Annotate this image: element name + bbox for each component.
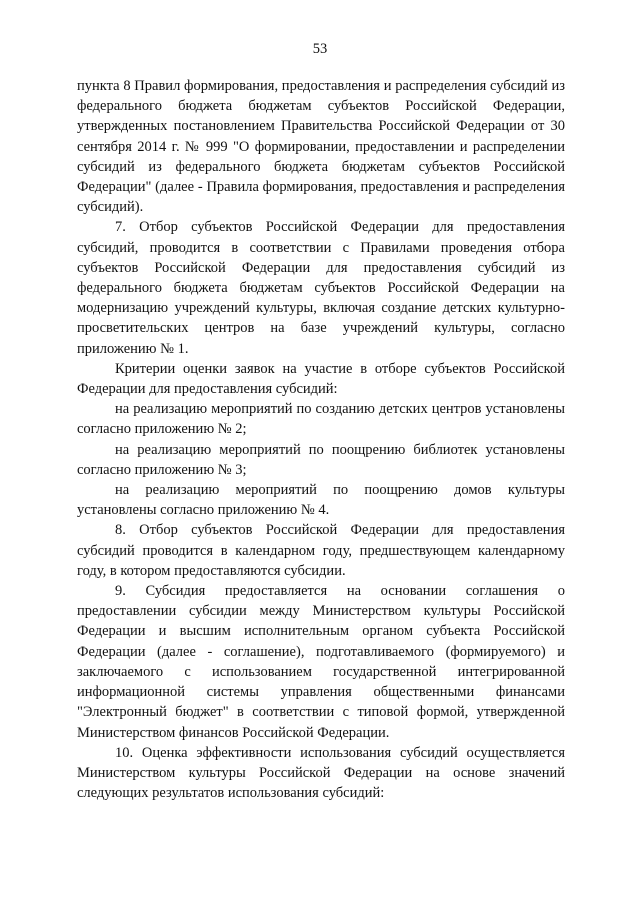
paragraph-item-8: 8. Отбор субъектов Российской Федерации для предоставления субсидий проводится в календарном году, предшествующем календарному году, в котором предоставляются субсидии. xyxy=(77,522,565,579)
paragraph-item-10: 10. Оценка эффективности использования субсидий осуществляется Министерством культуры Российской Федерации на основе значений следующих результатов использования субсидий: xyxy=(77,744,565,802)
paragraph-item-7: 7. Отбор субъектов Российской Федерации для предоставления субсидий, проводится в соответствии с Правилами проведения отбора субъектов Российской Федерации для предоставления субсидий из федерального бюджета бюджетам субъектов Российской Федерации на модернизацию учреждений культуры, включая создание детских культурно-просветительских центров на базе учреждений культуры, согласно приложению № 1. xyxy=(77,219,565,357)
paragraph-item-9: 9. Субсидия предоставляется на основании соглашения о предоставлении субсидии между Министерством культуры Российской Федерации и высшим исполнительным органом субъекта Российской Федерации (далее - соглашение), подготавливаемого (формируемого) и заключаемого с использованием государственной интегрированной информационной системы управления общественными финансами "Электронный бюджет" в соответствии с типовой формой, утвержденной Министерством финансов Российской Федерации. xyxy=(77,583,565,741)
paragraph-criteria-culture-houses: на реализацию мероприятий по поощрению домов культуры установлены согласно приложению № 4. xyxy=(77,482,565,519)
page-number: 53 xyxy=(312,41,328,57)
paragraph-criteria-children-centers: на реализацию мероприятий по созданию детских центров установлены согласно приложению № 2; xyxy=(77,401,565,438)
document-body xyxy=(77,76,565,803)
paragraph-continuation: пункта 8 Правил формирования, предоставления и распределения субсидий из федерального бюджета бюджетам субъектов Российской Федерации, утвержденных постановлением Правительства Российской Федерации от 30 сентября 2014 г. № 999 "О формировании, предоставлении и распределении субсидий из федерального бюджета бюджетам субъектов Российской Федерации" (далее - Правила формирования, предоставления и распределения субсидий). xyxy=(77,78,565,216)
paragraph-criteria-libraries: на реализацию мероприятий по поощрению библиотек установлены согласно приложению № 3; xyxy=(77,441,565,478)
paragraph-criteria-intro: Критерии оценки заявок на участие в отборе субъектов Российской Федерации для предоставления субсидий: xyxy=(77,360,565,398)
